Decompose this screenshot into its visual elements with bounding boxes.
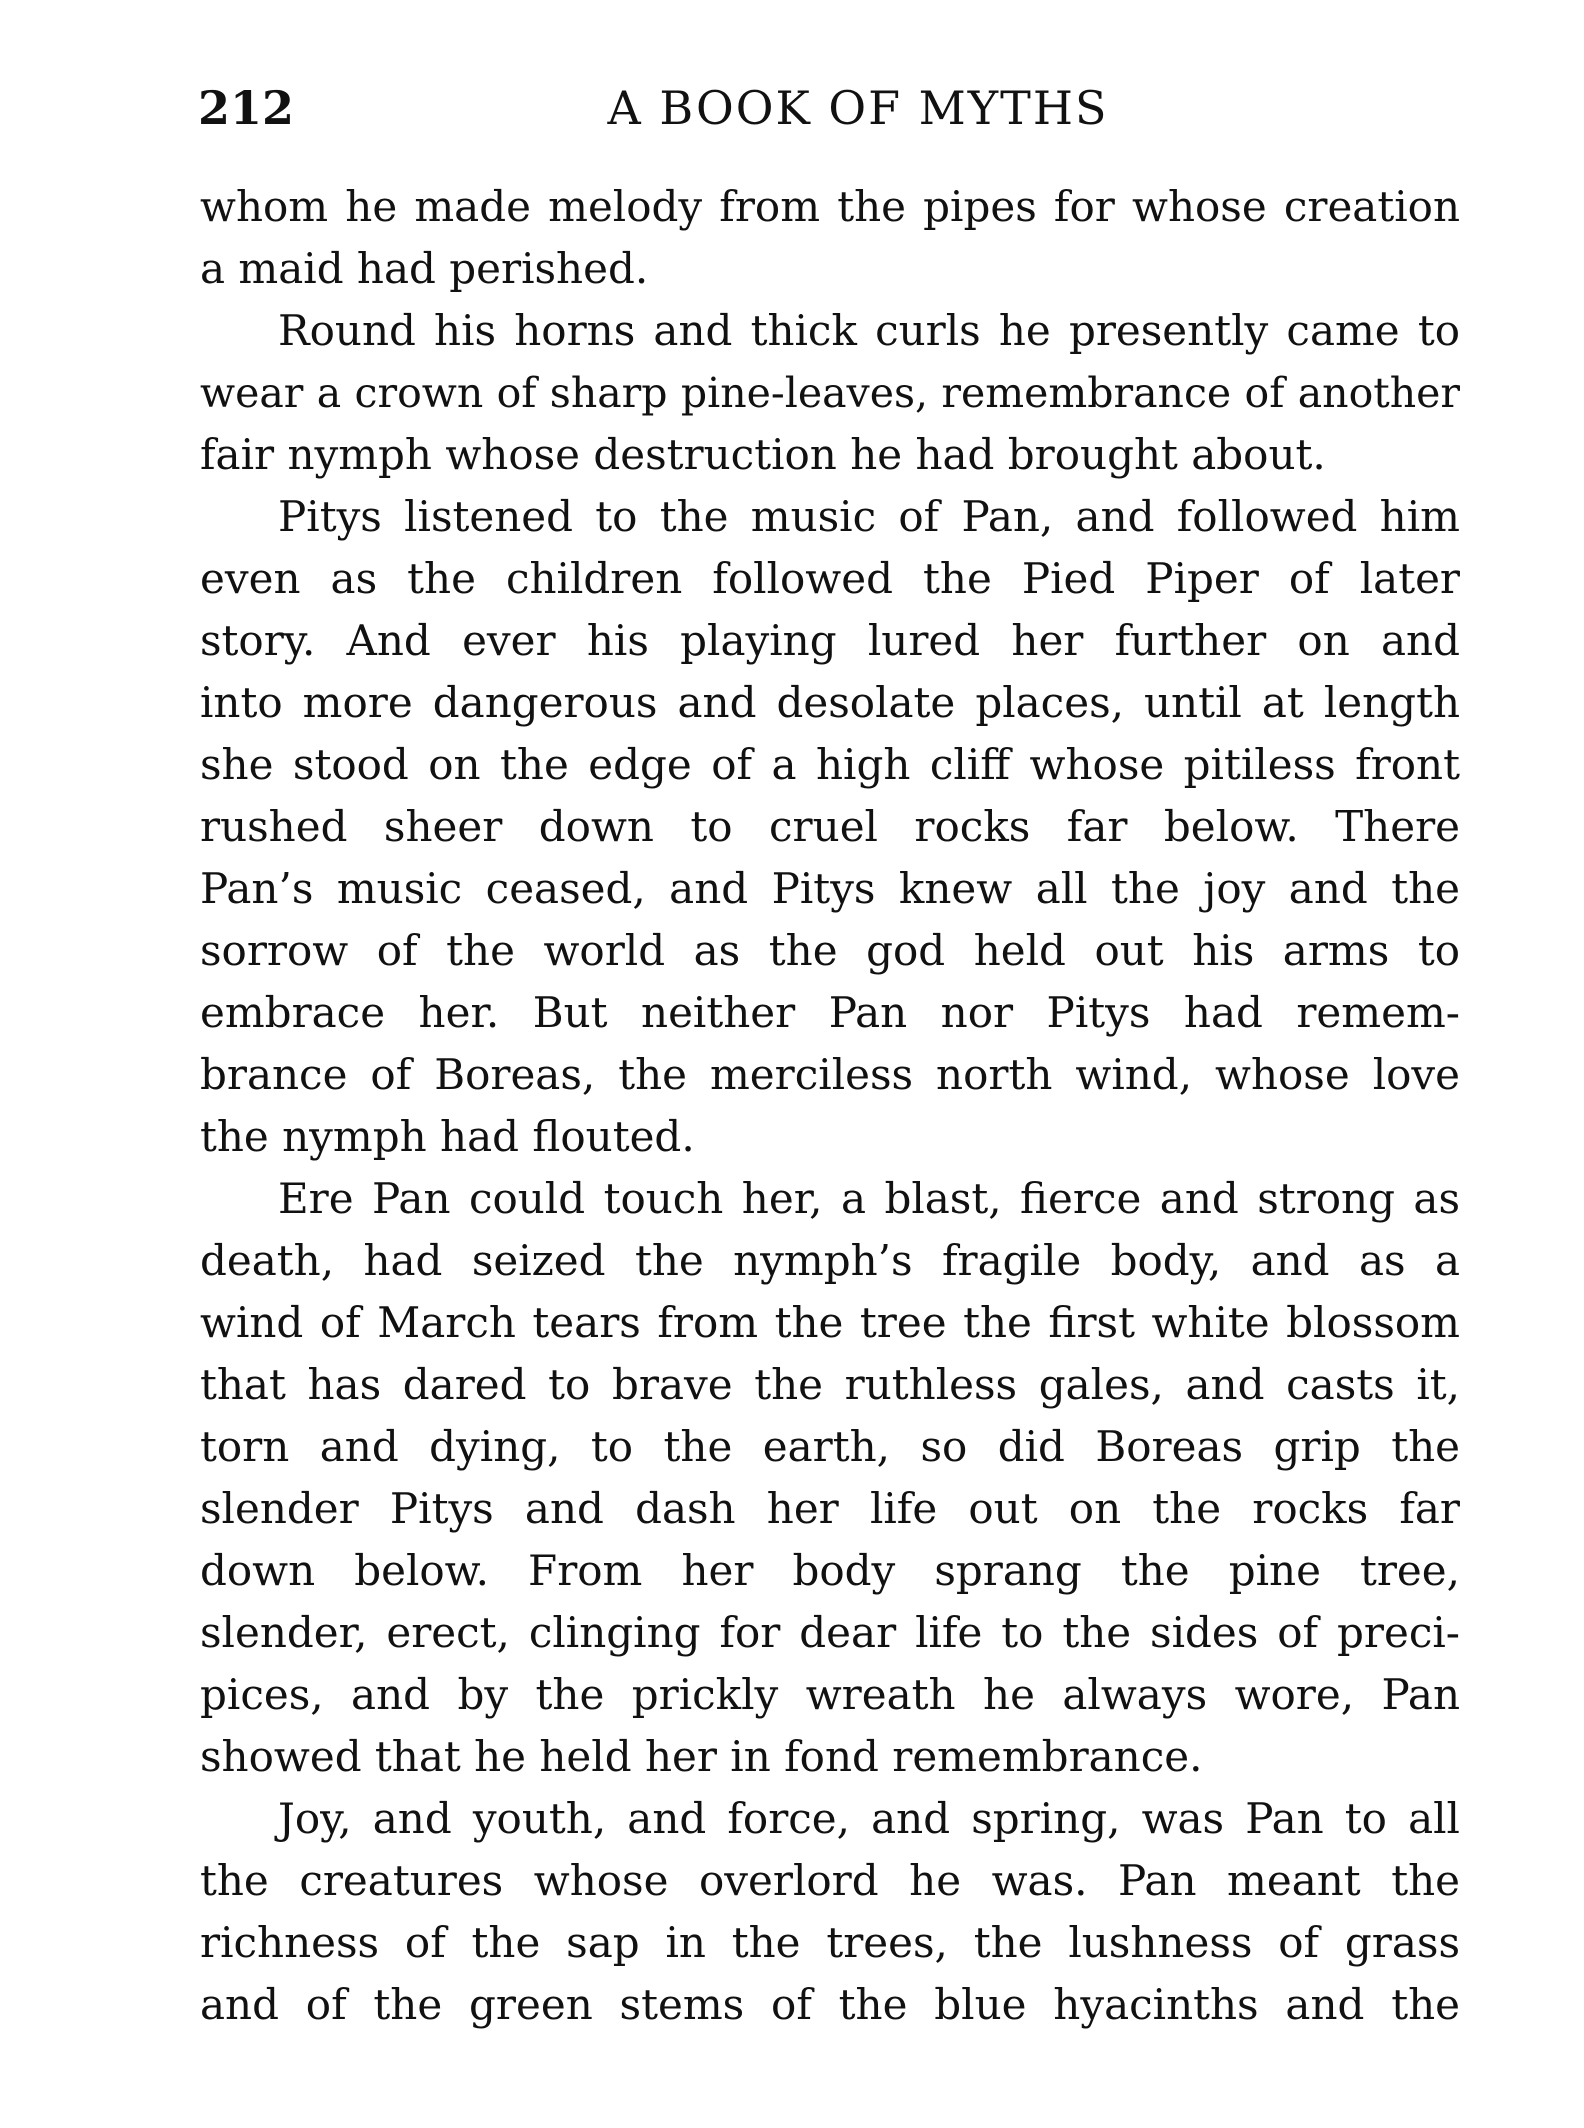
paragraph-2 [200, 300, 1460, 486]
text-line: slender Pitys and dash her life out on the rocks far [200, 1484, 1460, 1533]
text-line: Round his horns and thick curls he presently came to [278, 306, 1460, 355]
text-line: embrace her. But neither Pan nor Pitys had remem- [200, 988, 1460, 1037]
text-line: Pitys listened to the music of Pan, and followed him [278, 492, 1460, 541]
text-line: the creatures whose overlord he was. Pan meant the [200, 1856, 1460, 1905]
text-line: whom he made melody from the pipes for whose creation [200, 182, 1460, 231]
text-line: a maid had perished. [200, 244, 649, 293]
text-line: Pan’s music ceased, and Pitys knew all the joy and the [200, 864, 1460, 913]
text-line: brance of Boreas, the merciless north wind, whose love [200, 1050, 1460, 1099]
paragraph-3 [200, 486, 1460, 1168]
text-line: rushed sheer down to cruel rocks far below. There [200, 802, 1460, 851]
text-line: sorrow of the world as the god held out his arms to [200, 926, 1460, 975]
text-line: even as the children followed the Pied Piper of later [200, 554, 1460, 603]
text-line: richness of the sap in the trees, the lushness of grass [200, 1918, 1460, 1967]
paragraph-4 [200, 1168, 1460, 1788]
text-line: down below. From her body sprang the pine tree, [200, 1546, 1460, 1595]
text-line: wind of March tears from the tree the first white blossom [200, 1298, 1460, 1347]
paragraph-1 [200, 176, 1460, 300]
text-line: she stood on the edge of a high cliff whose pitiless front [200, 740, 1460, 789]
body-text [200, 176, 1460, 2036]
text-line: the nymph had flouted. [200, 1112, 695, 1161]
text-line: wear a crown of sharp pine-leaves, remembrance of another [200, 369, 1460, 417]
text-line: and of the green stems of the blue hyacinths and the [200, 1980, 1460, 2029]
paragraph-5 [200, 1788, 1460, 2036]
book-title: A BOOK OF MYTHS [607, 81, 1109, 135]
text-line: slender, erect, clinging for dear life to the sides of preci- [200, 1608, 1460, 1657]
text-line: that has dared to brave the ruthless gales, and casts it, [200, 1360, 1460, 1409]
text-line: death, had seized the nymph’s fragile body, and as a [200, 1236, 1460, 1285]
text-line: pices, and by the prickly wreath he always wore, Pan [200, 1670, 1460, 1719]
text-line: into more dangerous and desolate places, until at length [200, 678, 1460, 727]
page-number: 212 [198, 81, 295, 135]
text-line: torn and dying, to the earth, so did Boreas grip the [200, 1422, 1460, 1471]
text-line: story. And ever his playing lured her further on and [200, 616, 1460, 665]
text-line: Joy, and youth, and force, and spring, was Pan to all [278, 1794, 1460, 1843]
running-head [198, 78, 1458, 138]
text-line: showed that he held her in fond remembrance. [200, 1732, 1203, 1781]
text-line: Ere Pan could touch her, a blast, fierce and strong as [278, 1174, 1460, 1223]
text-line: fair nymph whose destruction he had brought about. [200, 430, 1326, 479]
